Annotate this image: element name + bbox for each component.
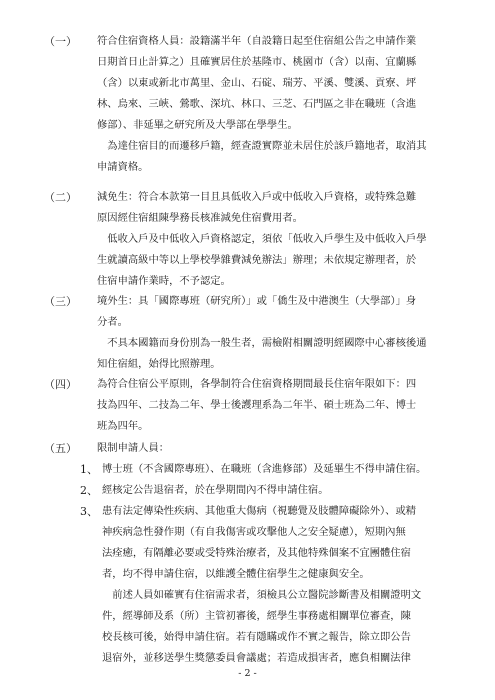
section-2-label: （二） <box>44 191 77 204</box>
section-3 <box>44 291 460 375</box>
section-4-line: 技為四年、二技為二年、學士後護理系為二年半、碩士班為二年、博士 <box>97 399 417 411</box>
restriction-line: 件，經導師及系（所）主管初審後，經學生事務處相關單位審查，陳 <box>102 610 411 622</box>
restriction-item-2-body <box>102 480 460 501</box>
section-1-line: 為達住宿目的而遷移戶籍，經查證實際並未居住於該戶籍地者，取消其 <box>97 140 427 152</box>
section-1-line: 日期首日止計算之）且確實居住於基隆市、桃園市（含）以南、宜蘭縣 <box>97 56 417 68</box>
section-1-body <box>97 31 460 178</box>
section-1 <box>44 31 460 178</box>
section-4-body <box>97 374 460 437</box>
section-1-line: 修部）、非延畢之研究所及大學部在學學生。 <box>97 119 298 131</box>
section-5-body <box>97 438 460 459</box>
restriction-line: 經核定公告退宿者，於在學期間內不得申請住宿。 <box>102 484 329 496</box>
section-2-line: 低收入戶及中低收入戶資格認定，須依「低收入戶學生及中低收入戶學 <box>97 233 427 245</box>
section-1-line: 符合住宿資格人員：設籍滿半年（自設籍日起至住宿組公告之申請作業 <box>97 35 417 47</box>
section-1-label: （一） <box>44 35 77 48</box>
restriction-item-3 <box>80 501 460 669</box>
restriction-item-2-label: 2、 <box>80 484 98 497</box>
section-2-line: 減免生：符合本款第一目且具低收入戶或中低收入戶資格，或特殊急難 <box>97 191 417 203</box>
restriction-line: 患有法定傳染性疾病、其他重大傷病（視聽覺及肢體障礙除外）、或精 <box>102 505 417 517</box>
restriction-item-1-label: 1、 <box>80 463 98 476</box>
section-1-line: 申請資格。 <box>97 161 149 173</box>
restriction-line: 者，均不得申請住宿，以維護全體住宿學生之健康與安全。 <box>102 568 370 580</box>
section-1-line: （含）以東或新北市萬里、金山、石碇、瑞芳、平溪、雙溪、貢寮、坪 <box>97 77 417 89</box>
section-2-line: 原因經住宿組陳學務長核准減免住宿費用者。 <box>97 212 303 224</box>
section-2-line: 住宿申請作業時，不予認定。 <box>97 275 231 287</box>
restriction-line: 退宿外，並移送學生獎懲委員會議處；若造成損害者，應負相關法律 <box>102 652 411 664</box>
restriction-item-3-label: 3、 <box>80 505 98 518</box>
restriction-line: 校長核可後，始得申請住宿。若有隱瞞或作不實之報告，除立即公告 <box>102 631 411 643</box>
section-4-line: 為符合住宿公平原則，各學制符合住宿資格期間最長住宿年限如下：四 <box>97 378 417 390</box>
restriction-item-1 <box>80 459 460 480</box>
section-3-line: 境外生：具「國際專班（研究所）」或「僑生及中港澳生（大學部）」身 <box>97 295 417 307</box>
section-4-line: 班為四年。 <box>97 420 149 432</box>
restriction-line: 博士班（不含國際專班）、在職班（含進修部）及延畢生不得申請住宿。 <box>102 463 427 475</box>
section-3-line: 知住宿組，始得比照辦理。 <box>97 358 221 370</box>
section-3-body <box>97 291 460 375</box>
section-3-line: 不具本國籍而身份別為一般生者，需檢附相關證明經國際中心審核後通 <box>97 337 427 349</box>
restriction-line: 前述人員如確實有住宿需求者，須檢具公立醫院診斷書及相關證明文 <box>102 589 422 601</box>
restriction-line: 神疾病急性發作期（有自我傷害或攻擊他人之安全疑慮），短期內無 <box>102 526 406 538</box>
section-2-body <box>97 187 460 292</box>
restriction-line: 法痊癒，有隔離必要或受特殊治療者，及其他特殊個案不宜團體住宿 <box>102 547 411 559</box>
section-1-line: 林、烏來、三峽、鶯歌、深坑、林口、三芝、石門區之非在職班（含進 <box>97 98 417 110</box>
restriction-item-1-body <box>102 459 460 480</box>
section-2-line: 生就讀高級中等以上學校學雜費減免辦法」辦理；未依規定辦理者，於 <box>97 254 417 266</box>
restriction-item-3-body <box>102 501 460 669</box>
section-5 <box>44 438 460 459</box>
section-3-line: 分者。 <box>97 316 128 328</box>
section-2 <box>44 187 460 292</box>
section-5-label: （五） <box>44 442 77 455</box>
restriction-item-2 <box>80 480 460 501</box>
section-5-title: 限制申請人員： <box>97 442 170 454</box>
section-3-label: （三） <box>44 295 77 308</box>
section-4 <box>44 374 460 437</box>
page-number: - 2 - <box>238 668 257 679</box>
section-4-label: （四） <box>44 378 77 391</box>
